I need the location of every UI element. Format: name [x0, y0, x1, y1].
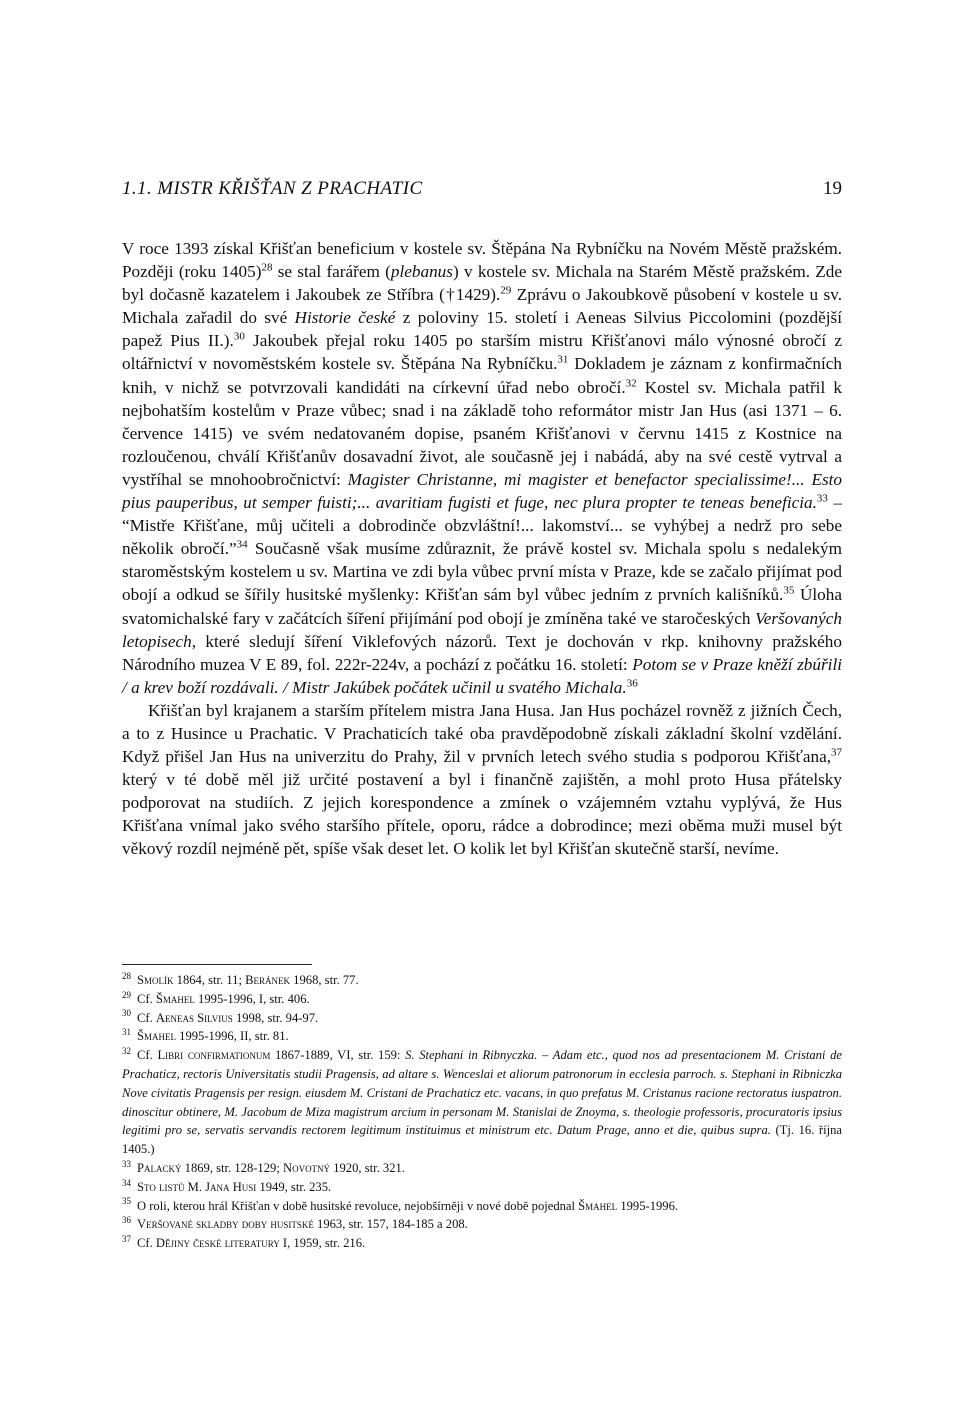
text-run: V roce 1393 získal Křišťan beneficium v kostele sv. Štěpána Na Rybníčku na Novém Městě pražském. Později (roku 1405) [122, 239, 842, 282]
text-run: Jakoubek přejal roku 1405 po starším mistru Křišťanovi málo výnosné obročí z oltářnictví v novoměstském kostele sv. Štěpána Na Rybníčku. [122, 331, 842, 374]
text-run: I, 1959, str. 216. [279, 1236, 366, 1251]
author-name: Beránek [245, 973, 291, 987]
footnote: 29 Cf. Šmahel 1995-1996, I, str. 406. [122, 989, 310, 1006]
footnote-ref: 28 [261, 261, 273, 274]
footnote: 32 Cf. Libri confirmationum 1867-1889, VI, str. 159: S. Stephani in Ribnyczka. – Adam etc., quod nos ad presentacionem M. Cristani de Prachaticz, rectoris Universitatis studii Pragensis, ad altare s. Wenceslai et aliorum patronorum in ecclesia parroch. s. Stephani in Ribniczka Nove civitatis Pragensis per resign. eiusdem M. Cristani de Prachaticz etc. vacans, in quo prefatus M. Cristanus racione rectoratus iuspatron. dinoscitur obtinere, M. Jacobum de Miza magistrum arcium in personam M. Stanislai de Znoyma, s. theologie professoris, procuratoris ipsius legitimi pro se, servatis servandis rectorem legitimum instituimus et ministrum etc. Datum Prage, anno et die, quibus supra. (Tj. 16. října 1405.) [122, 1046, 843, 1157]
text-run: Úloha svatomichalské fary v začátcích šíření přijímání pod obojí je zmíněna také ve staročeských [122, 585, 842, 628]
footnote: 31 Šmahel 1995-1996, II, str. 81. [122, 1027, 289, 1044]
text-run: 1920, str. 321. [330, 1160, 405, 1175]
footnote-separator [122, 964, 312, 965]
author-name: Palacký [137, 1160, 182, 1175]
text-run: který v té době měl již určité postavení a byl i finančně zajištěn, a mohl proto Husa přátelsky podporovat na studiích. Z jejich korespondence a zmínek o vzájemném vztahu vyplývá, že Hus Křišťana vnímal jako svého staršího přítele, oporu, rádce a dobrodince; mezi oběma muži musel být věkový rozdíl nejméně pět, spíše však deset let. O kolik let byl Křišťan skutečně starší, nevíme. [122, 770, 842, 859]
text-run: Křišťan byl krajanem a starším přítelem mistra Jana Husa. Jan Hus pocházel rovněž z jižních Čech, a to z Husince u Prachatic. V Prachaticích také oba pravděpodobně získali základní školní vzdělání. Když přišel Jan Hus na univerzitu do Prahy, žil v prvních letech svého studia s podporou Křišťana, [122, 700, 842, 767]
italic-text: Veršovaných letopisech [122, 608, 842, 651]
footnote-ref: 37 [831, 746, 842, 759]
text-run: (Tj. 16. října 1405.) [122, 1123, 842, 1157]
text-run: 1995-1996, II, str. 81. [176, 1029, 289, 1044]
main-text [122, 237, 842, 861]
footnote-ref: 29 [500, 284, 512, 297]
author-name: Šmahel [137, 1029, 177, 1044]
running-head: 1.1. MISTR KŘIŠŤAN Z PRACHATIC [122, 178, 423, 199]
page-header [122, 178, 842, 208]
italic-text: Potom se v Praze kněží zbúřili / a krev boží rozdávali. / Mistr Jakúbek počátek učinil u svatého Michala. [122, 654, 843, 697]
text-run: 1867-1889, VI, str. 159: [270, 1048, 406, 1063]
text-run: Cf. [137, 1010, 156, 1025]
paragraph [122, 699, 842, 861]
text-run: se stal farářem ( [272, 262, 391, 282]
footnote: 37 Cf. Dějiny české literatury I, 1959, str. 216. [122, 1233, 366, 1251]
text-run: – “Mistře Křišťane, můj učiteli a dobrodinče obzvláštní!... lakomství... se vyhýbej a nedrž pro sebe několik obročí.” [122, 493, 843, 559]
author-name: Veršované skladby doby husitské [137, 1217, 314, 1232]
paragraph [122, 237, 842, 699]
footnote: 33 Palacký 1869, str. 128-129; Novotný 1920, str. 321. [122, 1158, 405, 1175]
text-run: Cf. [137, 1048, 158, 1063]
footnote-ref: 30 [233, 330, 245, 343]
text-run: z poloviny 15. století i Aeneas Silvius Piccolomini (pozdější papež Pius II.). [122, 308, 842, 351]
italic-text: Historie české [294, 308, 396, 328]
footnote: 35 O roli, kterou hrál Křišťan v době husitské revoluce, nejobšírněji v nové době pojednal Šmahel 1995-1996. [122, 1196, 679, 1213]
text-run: Dokladem je záznam z konfirmačních knih, v nichž se potvrzovali kandidáti na církevní úřad nebo obročí. [122, 354, 843, 397]
text-run: 1963, str. 157, 184-185 a 208. [313, 1217, 468, 1232]
text-run: Cf. [137, 1236, 156, 1251]
text-run: 1869, str. 128-129; [181, 1160, 283, 1175]
author-name: Šmahel [155, 991, 195, 1006]
author-name: Dějiny české literatury [155, 1236, 280, 1251]
text-run: M. [184, 1179, 206, 1194]
footnote: 30 Cf. Aeneas Silvius 1998, str. 94-97. [122, 1008, 319, 1025]
footnote-ref: 31 [557, 353, 569, 366]
page-number: 19 [823, 178, 842, 199]
italic-text: S. Stephani in Ribnyczka. – Adam etc., quod nos ad presentacionem M. Cristani de Prachaticz, rectoris Universitatis studii Pragensis, ad altare s. Wenceslai et aliorum patronorum in ecclesia parroch. s. Stephani in Ribniczka Nove civitatis Pragensis per resign. eiusdem M. Cristani de Prachaticz etc. vacans, in quo prefatus M. Cristanus racione rectoratus iuspatron. dinoscitur obtinere, M. Jacobum de Miza magistrum arcium in personam M. Stanislai de Znoyma, s. theologie professoris, procuratoris ipsius legitimi pro se, servatis servandis rectorem legitimum instituimus et ministrum etc. Datum Prage, anno et die, quibus supra. [122, 1048, 843, 1138]
footnote: 34 Sto listů M. Jana Husi 1949, str. 235. [122, 1177, 332, 1194]
footnote: 36 Veršované skladby doby husitské 1963, str. 157, 184-185 a 208. [122, 1215, 468, 1232]
text-run: ) v kostele sv. Michala na Starém Městě pražském. Zde byl dočasně kazatelem i Jakoubek ze Stříbra (†1429). [122, 262, 842, 305]
text-run: O roli, kterou hrál Křišťan v době husitské revoluce, nejobšírněji v nové době pojednal [137, 1198, 579, 1213]
author-name: Sto listů [137, 1179, 185, 1194]
author-name: Aeneas Silvius [155, 1010, 233, 1025]
text-run: Kostel sv. Michala patřil k nejbohatším kostelům v Praze vůbec; snad i na základě toho reformátor mistr Jan Hus (asi 1371 – 6. července 1415) ve svém nedatovaném dopise, psaném Křišťanovi v červnu 1415 z Kostnice na rozloučenou, chválí Křišťanův dosavadní život, ale současně jej i nabádá, aby na své cestě vytrval a vystříhal se mnohoobročnictví: [122, 377, 842, 489]
text-run: 1864, str. 11; [173, 973, 246, 987]
text-run: 1995-1996, I, str. 406. [194, 991, 310, 1006]
footnote-ref: 34 [236, 538, 248, 551]
text-run: Cf. [137, 991, 156, 1006]
footnote-ref: 32 [625, 376, 637, 389]
text-run: Současně však musíme zdůraznit, že právě kostel sv. Michala spolu s nedalekým staroměstským kostelem u sv. Martina ve zdi byla vůbec první místa v Praze, kde se začalo přijímat pod obojí a odkud se šířily husitské myšlenky: Křišťan sám byl vůbec jedním z prvních kališníků. [122, 539, 842, 605]
author-name: Smolík [137, 973, 174, 987]
text-run: 1949, str. 235. [256, 1179, 332, 1194]
footnote-ref: 33 [816, 492, 828, 505]
text-run: 1968, str. 77. [290, 973, 359, 987]
footnote-ref: 36 [626, 677, 638, 690]
text-run: 1995-1996. [617, 1198, 679, 1213]
text-run: 1998, str. 94-97. [232, 1010, 319, 1025]
author-name: Libri confirmationum [157, 1048, 271, 1063]
text-run: , které sledují šíření Viklefových názorů. Text je dochován v rkp. knihovny pražského Národního muzea V E 89, fol. 222r-224v, a pochází z počátku 16. století: [122, 631, 842, 674]
footnote: 28 Smolík 1864, str. 11; Beránek 1968, str. 77. [122, 970, 359, 987]
italic-text: plebanus [390, 262, 453, 282]
author-name: Novotný [282, 1160, 331, 1175]
author-name: Šmahel [578, 1198, 618, 1213]
footnote-ref: 35 [783, 584, 795, 597]
footnotes [122, 971, 842, 1253]
italic-text: Magister Christanne, mi magister et benefactor specialissime!... Esto pius pauperibus, ut semper fuisti;... avaritiam fugisti et fuge, nec plura propter te teneas beneficia. [122, 469, 842, 513]
text-run: Zprávu o Jakoubkově působení v kostele u sv. Michala zařadil do své [122, 285, 842, 328]
author-name: Jana Husi [205, 1179, 257, 1194]
